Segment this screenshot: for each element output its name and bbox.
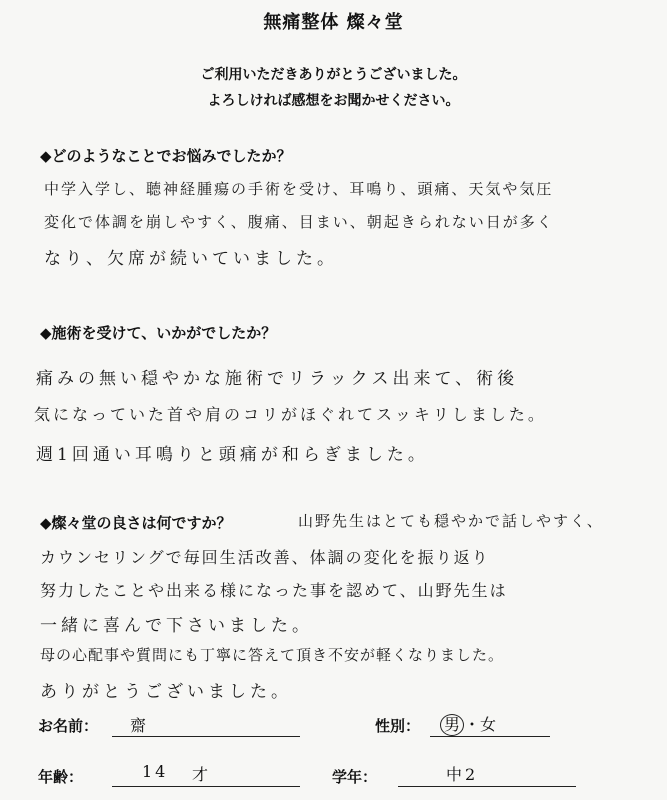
question-1: ◆どのようなことでお悩みでしたか？ — [40, 147, 292, 165]
gender-male-selected: 男 — [440, 714, 464, 736]
answer-2-line-2: 気になっていた首や肩のコリがほぐれてスッキリしました。 — [34, 405, 547, 424]
question-2: ◆施術を受けて、いかがでしたか？ — [40, 324, 277, 342]
answer-1-line-3: なり、欠席が続いていました。 — [44, 249, 338, 269]
gender-separator: ・ — [464, 715, 481, 734]
answer-3-line-2: 努力したことや出来る様になった事を認めて、山野先生は — [40, 581, 508, 600]
answer-2-line-1: 痛みの無い穏やかな施術でリラックス出来て、術後 — [36, 369, 519, 389]
answer-3-line-3: 一緒に喜んで下さいました。 — [40, 616, 313, 636]
answer-1-line-1: 中学入学し、聴神経腫瘍の手術を受け、耳鳴り、頭痛、天気や気圧 — [44, 180, 554, 198]
age-value: 14 — [142, 762, 169, 781]
clinic-title: 無痛整体 燦々堂 — [263, 12, 404, 33]
name-label: お名前： — [38, 717, 99, 735]
age-unit: 才 — [192, 765, 212, 784]
answer-3-line-5: ありがとうございました。 — [40, 682, 292, 702]
answer-2-line-3: 週1回通い耳鳴りと頭痛が和らぎました。 — [36, 445, 429, 465]
name-value: 齋 — [130, 716, 150, 735]
greeting-line-2: よろしければ感想をお聞かせください。 — [207, 93, 460, 109]
gender-options — [440, 712, 496, 736]
age-label: 年齢： — [38, 768, 84, 786]
gender-female: 女 — [480, 715, 497, 734]
grade-underline — [398, 786, 576, 787]
grade-label: 学年： — [332, 768, 378, 786]
greeting-line-1: ご利用いただきありがとうございました。 — [200, 67, 467, 83]
answer-1-line-2: 変化で体調を崩しやすく、腹痛、目まい、朝起きられない日が多く — [44, 213, 554, 231]
age-underline — [112, 786, 300, 787]
name-underline — [112, 736, 300, 737]
gender-label: 性別： — [375, 717, 421, 735]
grade-value: 中2 — [446, 765, 479, 784]
gender-underline — [430, 736, 550, 737]
answer-3-line-4: 母の心配事や質問にも丁寧に答えて頂き不安が軽くなりました。 — [40, 646, 505, 664]
question-3: ◆燦々堂の良さは何ですか？ — [40, 514, 232, 532]
answer-3-inline: 山野先生はとても穏やかで話しやすく、 — [298, 512, 604, 530]
answer-3-line-1: カウンセリングで毎回生活改善、体調の変化を振り返り — [40, 548, 490, 567]
